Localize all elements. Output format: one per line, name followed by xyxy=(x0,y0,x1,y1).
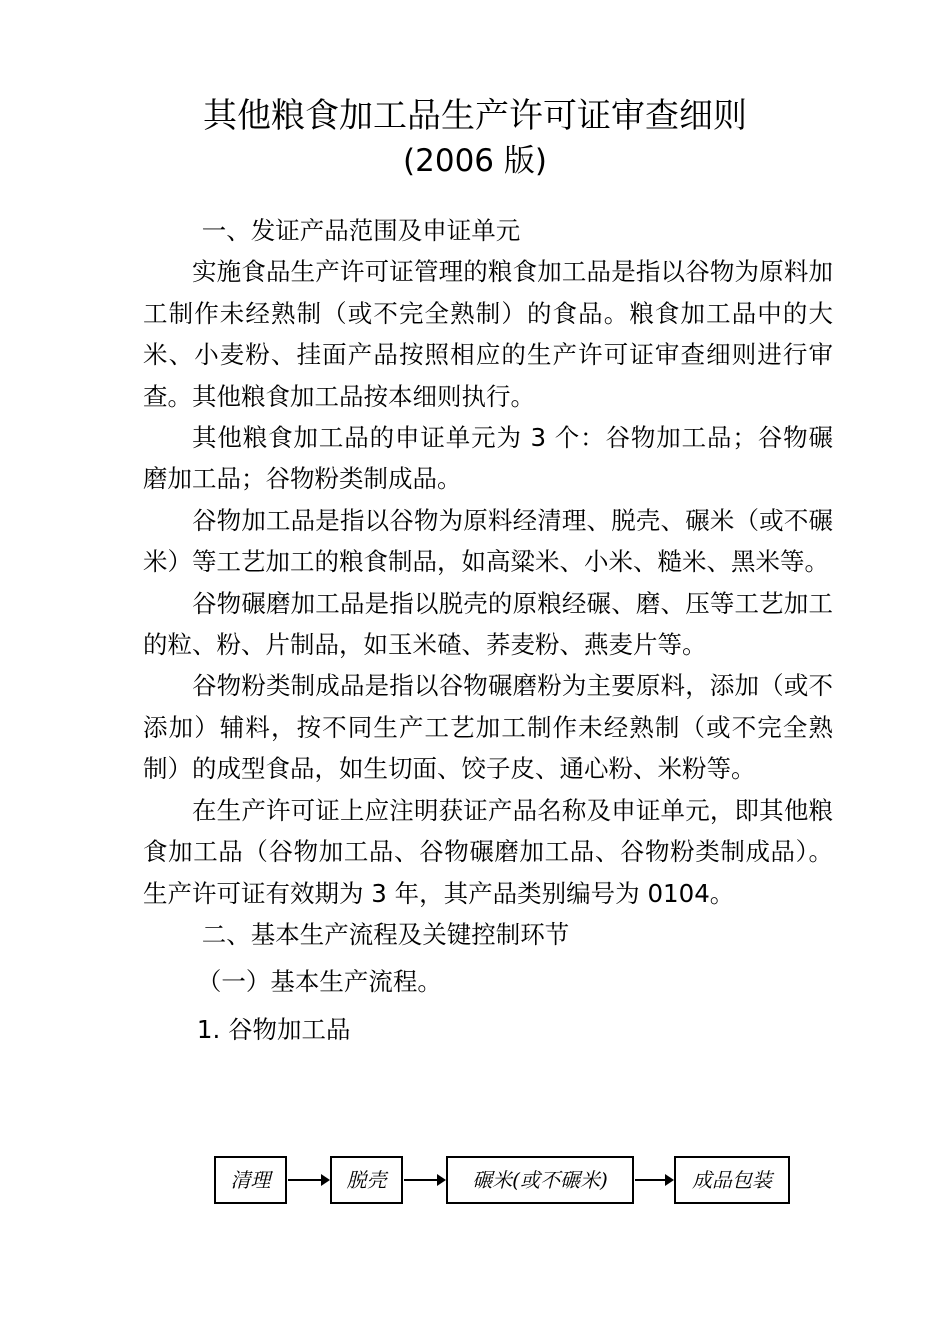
process-flowchart xyxy=(0,1150,950,1214)
flow-arrow xyxy=(288,1179,328,1181)
flow-arrow xyxy=(404,1179,444,1181)
subsection-heading: （一）基本生产流程。 xyxy=(196,967,442,997)
flow-step-clean: 清理 xyxy=(214,1156,287,1204)
document-body xyxy=(143,210,833,1050)
paragraph-flour-products: 谷物粉类制成品是指以谷物碾磨粉为主要原料，添加（或不添加）辅料，按不同生产工艺加工制作未经熟制（或不完全熟制）的成型食品，如生切面、饺子皮、通心粉、米粉等。 xyxy=(143,671,833,784)
section-heading-1: 一、发证产品范围及申证单元 xyxy=(201,216,521,245)
paragraph-grain-products: 谷物加工品是指以谷物为原料经清理、脱壳、碾米（或不碾米）等工艺加工的粮食制品，如高粱米、小米、糙米、黑米等。 xyxy=(143,505,833,577)
flow-step-dehull: 脱壳 xyxy=(330,1156,403,1204)
subsection-item: 1. 谷物加工品 xyxy=(196,1014,351,1044)
section-heading-2: 二、基本生产流程及关键控制环节 xyxy=(201,919,570,949)
flow-step-package: 成品包装 xyxy=(674,1156,790,1204)
paragraph-milled-products: 谷物碾磨加工品是指以脱壳的原粮经碾、磨、压等工艺加工的粒、粉、片制品，如玉米碴、荞麦粉、燕麦片等。 xyxy=(143,588,833,660)
paragraph-units: 其他粮食加工品的申证单元为 3 个：谷物加工品；谷物碾磨加工品；谷物粉类制成品。 xyxy=(143,423,833,494)
document-version: (2006 版) xyxy=(403,143,547,179)
flow-step-mill: 碾米(或不碾米) xyxy=(446,1156,634,1204)
paragraph-license-info: 在生产许可证上应注明获证产品名称及申证单元，即其他粮食加工品（谷物加工品、谷物碾磨加工品、谷物粉类制成品）。生产许可证有效期为 3 年，其产品类别编号为 0104。 xyxy=(143,795,833,908)
document-title: 其他粮食加工品生产许可证审查细则 xyxy=(203,96,747,136)
flow-arrow xyxy=(635,1179,672,1181)
paragraph-scope: 实施食品生产许可证管理的粮食加工品是指以谷物为原料加工制作未经熟制（或不完全熟制）的食品。粮食加工品中的大米、小麦粉、挂面产品按照相应的生产许可证审查细则进行审查。其他粮食加工品按本细则执行。 xyxy=(143,257,833,411)
